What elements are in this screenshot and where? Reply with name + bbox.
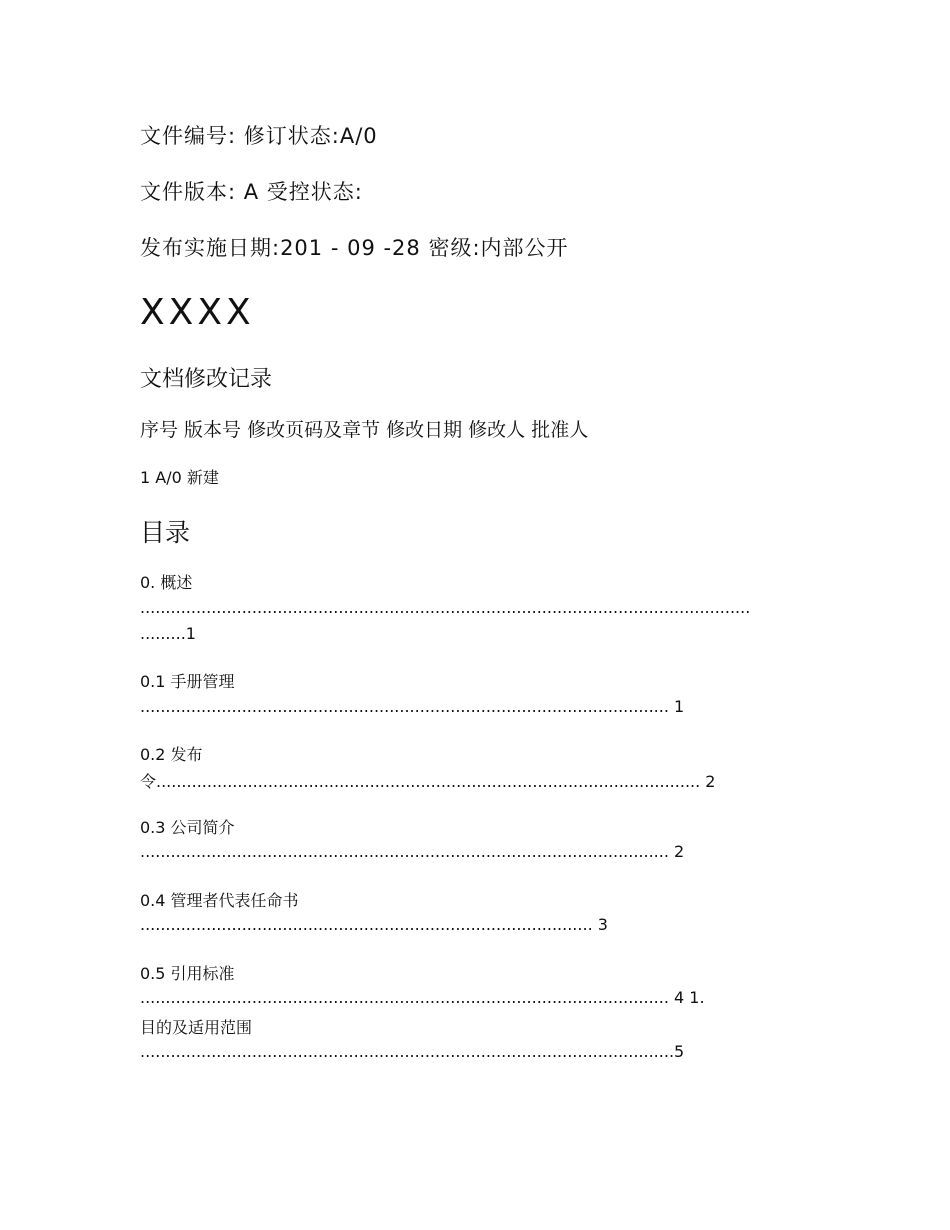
toc-entry-0-page: .........1 (140, 624, 196, 643)
toc-entry-1-title: 目的及适用范围 (140, 1018, 253, 1037)
toc-entry-04-title: 0.4 管理者代表任命书 (140, 891, 299, 910)
toc-entry-05-leader: ........................................................................................................ 4 1. (140, 988, 705, 1007)
toc-entry-0-leader: ........................................................................................................................ (140, 598, 751, 617)
toc-entry-01-title: 0.1 手册管理 (140, 672, 235, 691)
toc-entry-04-leader: ......................................................................................... 3 (140, 915, 608, 934)
toc-title: 目录 (140, 518, 191, 547)
toc-entry-05-title: 0.5 引用标准 (140, 964, 235, 983)
toc-entry-0-title: 0. 概述 (140, 573, 193, 592)
toc-entry-1-leader: .........................................................................................................5 (140, 1042, 685, 1061)
release-date-security-line: 发布实施日期:201 - 09 -28 密级:内部公开 (140, 236, 569, 260)
toc-entry-02-leader: 令........................................................................................................... 2 (140, 772, 716, 791)
file-version-control-line: 文件版本: A 受控状态: (140, 180, 363, 204)
toc-entry-01-leader: ........................................................................................................ 1 (140, 697, 685, 716)
toc-entry-03-title: 0.3 公司简介 (140, 818, 235, 837)
revision-table-header: 序号 版本号 修改页码及章节 修改日期 修改人 批准人 (140, 419, 589, 441)
revision-record-title: 文档修改记录 (140, 367, 273, 392)
toc-entry-02-title: 0.2 发布 (140, 745, 203, 764)
revision-table-row: 1 A/0 新建 (140, 468, 219, 487)
file-number-revision-line: 文件编号: 修订状态:A/0 (140, 124, 378, 148)
company-name: XXXX (140, 292, 255, 333)
toc-entry-03-leader: ........................................................................................................ 2 (140, 842, 685, 861)
